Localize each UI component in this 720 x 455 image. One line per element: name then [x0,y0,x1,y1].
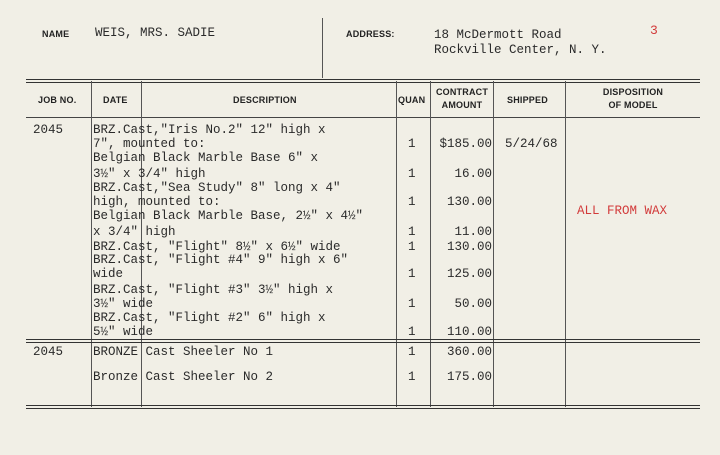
col-contract-amount [431,86,493,112]
contract-amount: 130.00 [446,240,492,254]
contract-amount: 360.00 [446,345,492,359]
description-text: high, mounted to: [93,195,221,209]
job-number: 2045 [33,123,64,137]
name-value: WEIS, MRS. SADIE [95,26,216,40]
description-text: wide [93,267,124,281]
name-label: NAME [42,29,70,39]
quantity: 1 [408,137,416,151]
contract-amount: 50.00 [454,297,492,311]
header-divider [322,18,323,78]
col-line-3 [396,81,397,407]
disposition-note: ALL FROM WAX [577,204,668,218]
description-text: Bronze Cast Sheeler No 2 [93,370,274,384]
quantity: 1 [408,267,416,281]
col-line-4 [430,81,431,407]
col-amount-label: AMOUNT [441,100,483,110]
card-number: 3 [650,23,658,38]
job-number: 2045 [33,345,64,359]
col-line-1 [91,81,92,407]
description-text: BRZ.Cast,"Iris No.2" 12" high x [93,123,326,137]
contract-amount: 16.00 [454,167,492,181]
quantity: 1 [408,167,416,181]
description-text: Belgian Black Marble Base 6" x [93,151,319,165]
header-bottom-rule [26,117,700,118]
col-line-5 [493,81,494,407]
description-text: 3½" wide [93,297,154,311]
contract-amount: 130.00 [446,195,492,209]
description-text: BRONZE Cast Sheeler No 1 [93,345,274,359]
col-contract-label: CONTRACT [435,87,489,97]
address-label: ADDRESS: [346,29,395,39]
table-bottom-rule [26,405,700,409]
address-line-2: Rockville Center, N. Y. [434,43,607,57]
shipped-date: 5/24/68 [505,137,558,151]
description-text: Belgian Black Marble Base, 2½" x 4½" [93,209,364,223]
quantity: 1 [408,345,416,359]
quantity: 1 [408,240,416,254]
description-text: BRZ.Cast, "Flight" 8½" x 6½" wide [93,240,341,254]
quantity: 1 [408,225,416,239]
description-text: BRZ.Cast, "Flight #4" 9" high x 6" [93,253,349,267]
job-separator [26,339,700,343]
description-text: x 3/4" high [93,225,176,239]
table-top-rule [26,79,700,83]
description-text: BRZ.Cast,"Sea Study" 8" long x 4" [93,181,341,195]
address-line-1: 18 McDermott Road [434,28,562,42]
col-line-6 [565,81,566,407]
contract-amount: 175.00 [446,370,492,384]
col-disposition [566,86,700,112]
col-of-model-label: OF MODEL [608,100,658,110]
col-disposition-label: DISPOSITION [602,87,664,97]
col-job-no: JOB NO. [38,95,77,105]
contract-amount: $185.00 [439,137,492,151]
description-text: BRZ.Cast, "Flight #2" 6" high x [93,311,326,325]
col-description: DESCRIPTION [233,95,297,105]
description-text: 3½" x 3/4" high [93,167,206,181]
col-date: DATE [103,95,128,105]
quantity: 1 [408,370,416,384]
contract-amount: 125.00 [446,267,492,281]
col-shipped: SHIPPED [507,95,548,105]
col-quan: QUAN [398,95,426,105]
contract-amount: 110.00 [446,325,492,339]
description-text: 7", mounted to: [93,137,206,151]
quantity: 1 [408,195,416,209]
quantity: 1 [408,297,416,311]
contract-amount: 11.00 [454,225,492,239]
quantity: 1 [408,325,416,339]
description-text: 5½" wide [93,325,154,339]
description-text: BRZ.Cast, "Flight #3" 3½" high x [93,283,334,297]
